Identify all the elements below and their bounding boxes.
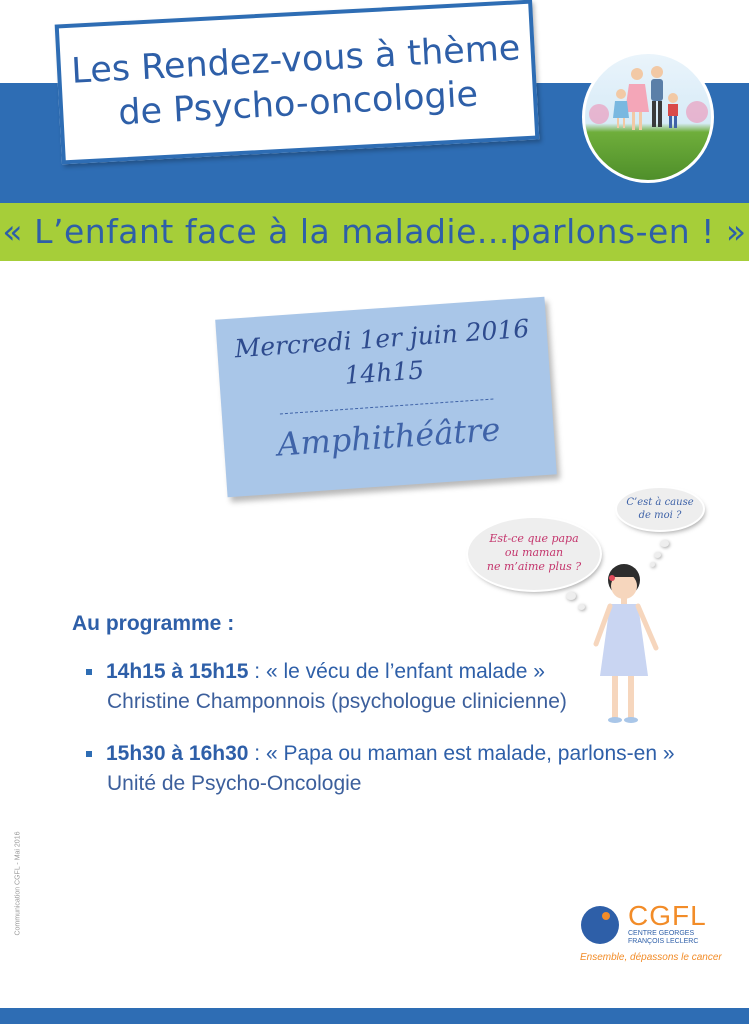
program-item bbox=[86, 742, 675, 796]
program-topic: « le vécu de l’enfant malade » bbox=[265, 660, 545, 683]
logo-name: CGFL bbox=[628, 900, 707, 931]
footer-blue-band bbox=[0, 1008, 749, 1024]
title-line-2: de Psycho-oncologie bbox=[117, 74, 479, 134]
program-time: 15h30 à 16h30 bbox=[106, 742, 249, 765]
program-heading: Au programme : bbox=[72, 612, 235, 635]
cgfl-logo-icon bbox=[580, 902, 626, 948]
subtitle: « L’enfant face à la maladie...parlons-en ! » bbox=[2, 212, 747, 251]
family-figures-icon bbox=[585, 54, 711, 180]
title-line-1: Les Rendez-vous à thème bbox=[70, 28, 522, 92]
logo-tagline: Ensemble, dépassons le cancer bbox=[580, 952, 722, 963]
event-time: 14h15 bbox=[343, 355, 426, 390]
bullet-icon bbox=[86, 669, 92, 675]
logo-org bbox=[628, 930, 698, 946]
logo-org-line-1: CENTRE GEORGES bbox=[628, 930, 695, 937]
side-credit: Communication CGFL - Mai 2016 bbox=[14, 831, 22, 936]
program-time: 14h15 à 15h15 bbox=[106, 660, 249, 683]
thought-right-line-2: de moi ? bbox=[638, 510, 682, 521]
thought-left-line-2: ou maman bbox=[504, 546, 564, 559]
program-separator: : bbox=[248, 742, 266, 765]
girl-illustration-icon bbox=[590, 558, 670, 728]
thought-left-line-3: ne m’aime plus ? bbox=[486, 560, 582, 573]
program-topic: « Papa ou maman est malade, parlons-en » bbox=[265, 742, 675, 765]
cgfl-logo bbox=[580, 900, 740, 970]
thought-right-line-1: C’est à cause bbox=[626, 497, 694, 508]
program-speaker: Christine Champonnois (psychologue clinicienne) bbox=[107, 690, 567, 713]
program-separator: : bbox=[248, 660, 266, 683]
date-card bbox=[215, 297, 557, 498]
bullet-icon bbox=[86, 751, 92, 757]
program-item bbox=[86, 660, 567, 714]
event-place: Amphithéâtre bbox=[276, 410, 502, 464]
logo-org-line-2: FRANÇOIS LECLERC bbox=[628, 938, 699, 945]
program-speaker: Unité de Psycho-Oncologie bbox=[107, 772, 362, 795]
thought-left-line-1: Est-ce que papa bbox=[489, 532, 579, 545]
event-date: Mercredi 1er juin 2016 bbox=[233, 313, 531, 364]
title-box bbox=[55, 0, 540, 164]
family-illustration bbox=[582, 51, 714, 183]
